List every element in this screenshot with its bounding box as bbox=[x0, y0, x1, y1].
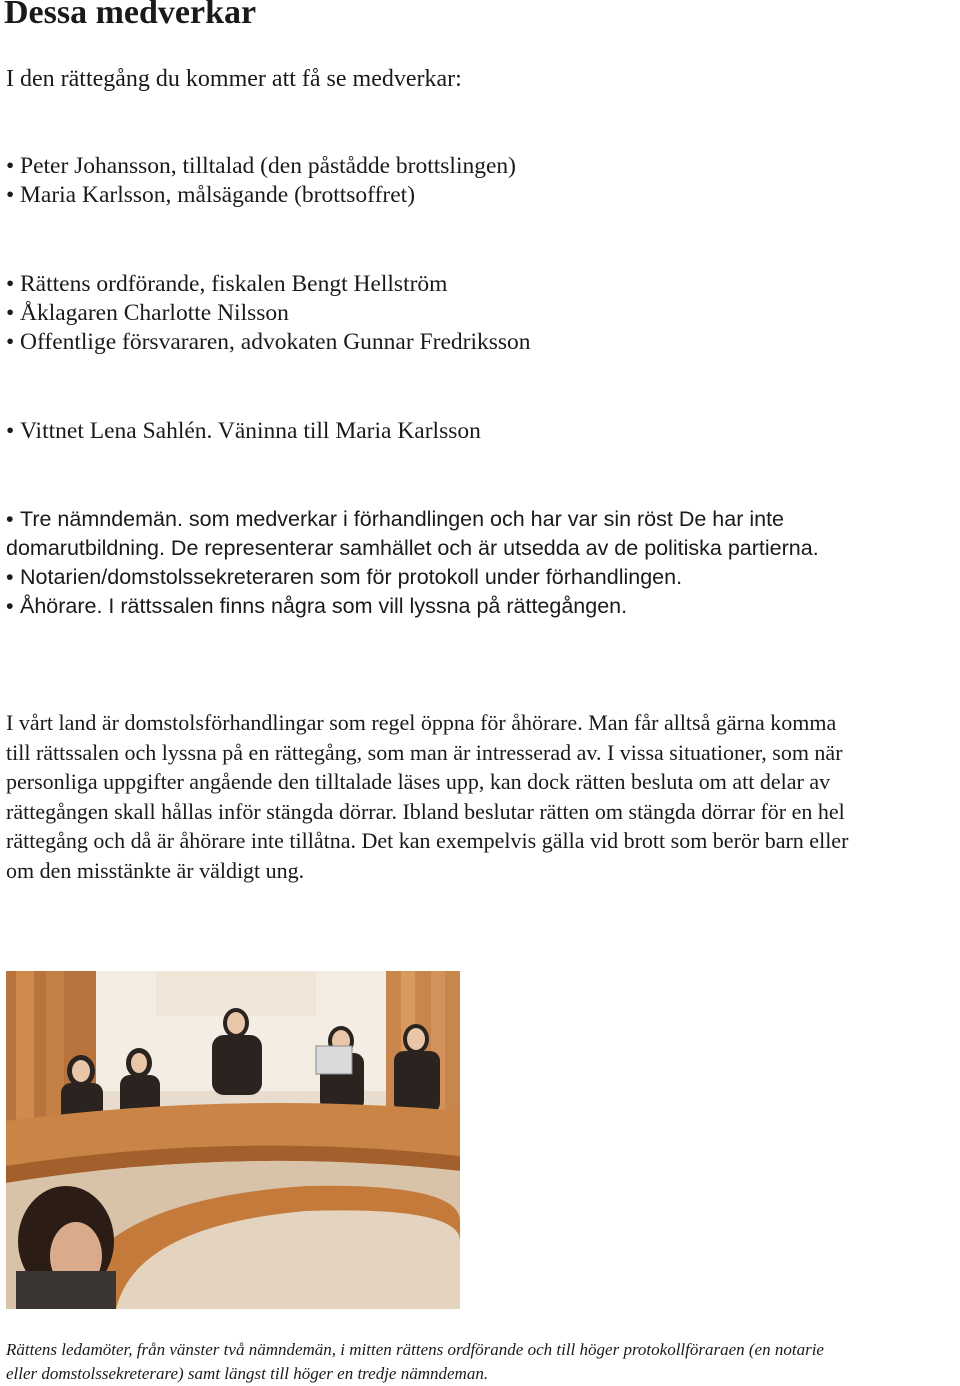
paragraph-line: I vårt land är domstolsförhandlingar som regel öppna för åhörare. Man får alltså gärna komma bbox=[6, 710, 837, 735]
participant-list-witness bbox=[6, 417, 481, 446]
paragraph-line: om den misstänkte är väldigt ung. bbox=[6, 857, 305, 883]
paragraph-line: personliga uppgifter angående den tilltalade läses upp, kan dock rätten besluta om att delar av bbox=[6, 769, 831, 794]
list-item-continuation: domarutbildning. De representerar samhället och är utsedda av de politiska partierna. bbox=[6, 536, 819, 560]
paragraph-line: rättegång och då är åhörare inte tillåtna. Det kan exempelvis gälla vid brott som berör barn eller bbox=[6, 828, 849, 853]
paragraph-line: rättegången skall hållas inför stängda dörrar. Ibland beslutar rätten om stängda dörrar för en hel bbox=[6, 798, 845, 824]
list-item: • Åhörare. I rättssalen finns några som vill lyssna på rättegången. bbox=[6, 594, 628, 618]
paragraph-line: till rättssalen och lyssna på en rättegång, som man är intresserad av. I vissa situationer, som när bbox=[6, 739, 843, 765]
photo-caption bbox=[6, 1338, 956, 1386]
intro-text: I den rättegång du kommer att få se medverkar: bbox=[6, 66, 462, 92]
participant-list-others bbox=[6, 505, 819, 621]
page-title: Dessa medverkar bbox=[4, 0, 257, 31]
participant-list-court bbox=[6, 270, 531, 357]
list-item: • Peter Johansson, tilltalad (den påstådde brottslingen) bbox=[6, 153, 517, 179]
participant-list-parties bbox=[6, 152, 516, 210]
courtroom-photo bbox=[6, 971, 460, 1309]
list-item: • Åklagaren Charlotte Nilsson bbox=[6, 300, 289, 326]
caption-line: Rättens ledamöter, från vänster två nämndemän, i mitten rättens ordförande och till höger protokollföraraen (en notarie bbox=[6, 1340, 824, 1359]
list-item: • Notarien/domstolssekreteraren som för protokoll under förhandlingen. bbox=[6, 565, 683, 589]
list-item: • Vittnet Lena Sahlén. Väninna till Maria Karlsson bbox=[6, 418, 481, 444]
list-item: • Tre nämndemän. som medverkar i förhandlingen och har var sin röst De har inte bbox=[6, 507, 785, 531]
list-item: • Rättens ordförande, fiskalen Bengt Hellström bbox=[6, 271, 448, 297]
list-item: • Maria Karlsson, målsägande (brottsoffret) bbox=[6, 182, 416, 208]
info-paragraph bbox=[6, 708, 960, 885]
list-item: • Offentlige försvararen, advokaten Gunnar Fredriksson bbox=[6, 329, 531, 355]
caption-line: eller domstolssekreterare) samt längst till höger en tredje nämndeman. bbox=[6, 1364, 489, 1383]
